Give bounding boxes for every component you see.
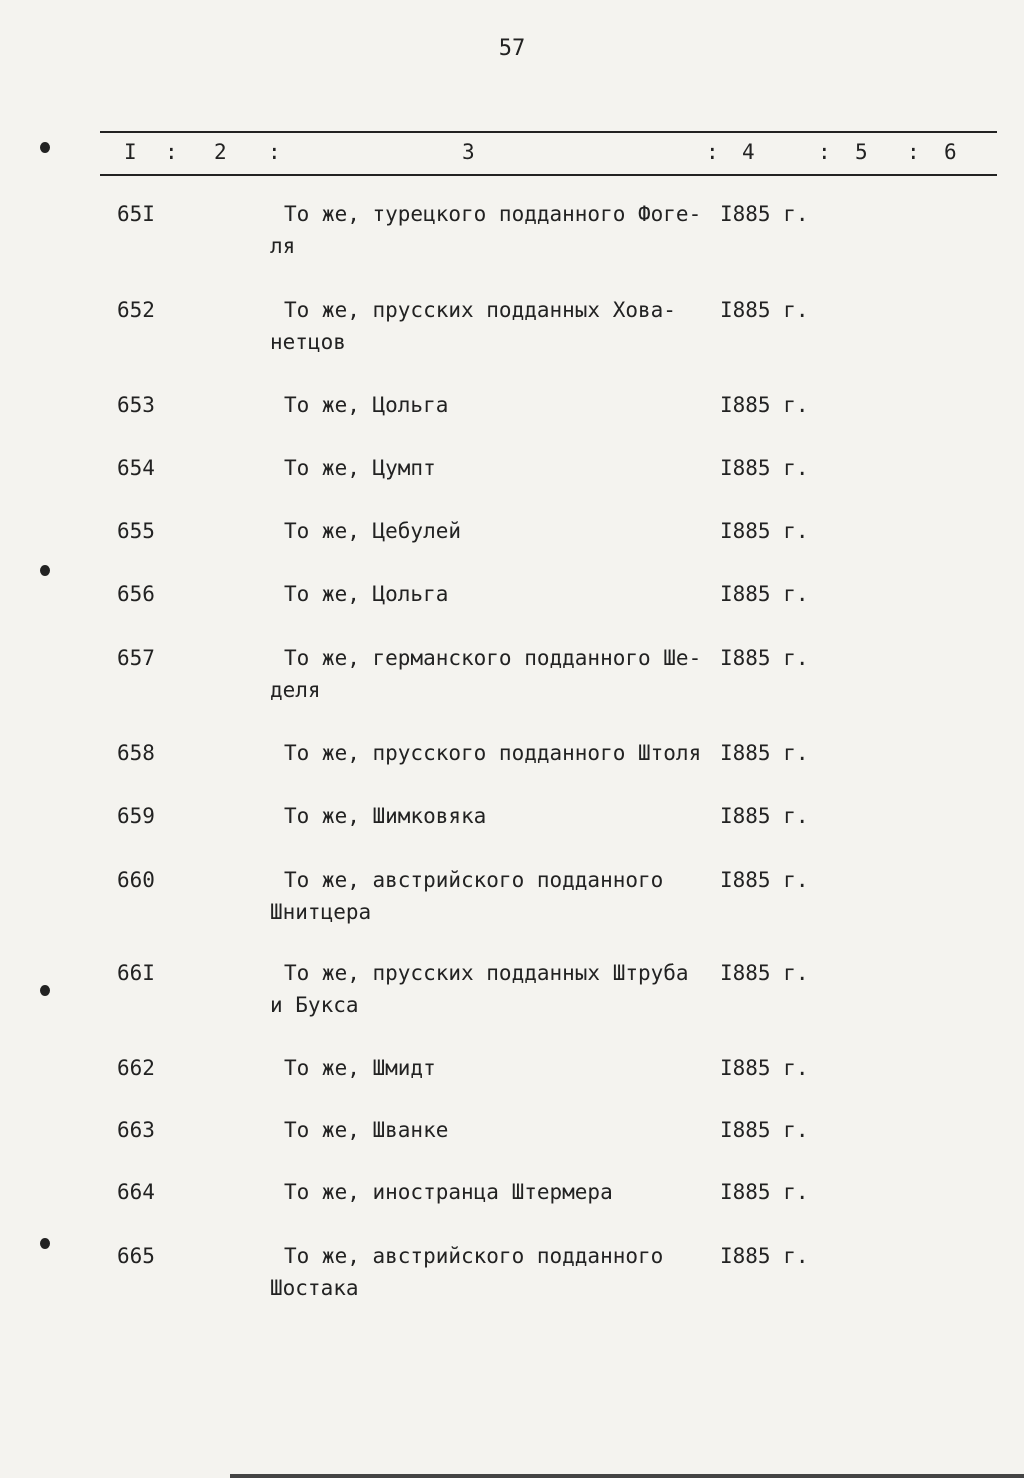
- row-date: I885 г.: [720, 646, 809, 670]
- row-description: [270, 389, 720, 421]
- table-top-rule: [100, 131, 997, 133]
- row-date: I885 г.: [720, 393, 809, 417]
- description-line: То же, турецкого подданного Фоге-: [284, 202, 702, 226]
- row-date: I885 г.: [720, 582, 809, 606]
- header-col1: I: [124, 140, 137, 164]
- description-line: То же, австрийского подданного: [284, 1244, 664, 1268]
- row-date: I885 г.: [720, 961, 809, 985]
- row-date: I885 г.: [720, 298, 809, 322]
- description-line: Шнитцера: [270, 900, 372, 924]
- row-number: 655: [117, 519, 155, 543]
- row-number: 662: [117, 1056, 155, 1080]
- description-line: нетцов: [270, 330, 346, 354]
- row-number: 663: [117, 1118, 155, 1142]
- table-header: [0, 140, 1024, 166]
- row-description: [270, 737, 720, 769]
- row-number: 660: [117, 868, 155, 892]
- row-number: 656: [117, 582, 155, 606]
- row-date: I885 г.: [720, 202, 809, 226]
- row-date: I885 г.: [720, 456, 809, 480]
- row-date: I885 г.: [720, 1180, 809, 1204]
- row-description: [270, 1176, 720, 1208]
- row-description: [270, 1114, 720, 1146]
- row-description: [270, 452, 720, 484]
- page-bottom-edge: [230, 1474, 1024, 1478]
- description-line: То же, австрийского подданного: [284, 868, 664, 892]
- row-date: I885 г.: [720, 1056, 809, 1080]
- header-sep: :: [268, 140, 281, 164]
- description-line: То же, Шванке: [284, 1118, 449, 1142]
- header-sep: :: [907, 140, 920, 164]
- description-line: То же, прусского подданного Штоля: [284, 741, 702, 765]
- header-sep: :: [165, 140, 178, 164]
- row-date: I885 г.: [720, 804, 809, 828]
- row-description: [270, 578, 720, 610]
- row-description: [270, 1240, 720, 1304]
- row-number: 654: [117, 456, 155, 480]
- header-col2: 2: [214, 140, 227, 164]
- description-line: и Букса: [270, 993, 359, 1017]
- row-number: 658: [117, 741, 155, 765]
- page-number: 57: [498, 36, 526, 61]
- row-date: I885 г.: [720, 741, 809, 765]
- binder-hole: [40, 565, 50, 576]
- header-col3: 3: [462, 140, 475, 164]
- description-line: То же, Цумпт: [284, 456, 436, 480]
- row-number: 65I: [117, 202, 155, 226]
- description-line: То же, Шмидт: [284, 1056, 436, 1080]
- row-description: [270, 864, 720, 928]
- row-description: [270, 515, 720, 547]
- row-date: I885 г.: [720, 1244, 809, 1268]
- row-number: 652: [117, 298, 155, 322]
- row-date: I885 г.: [720, 519, 809, 543]
- row-number: 653: [117, 393, 155, 417]
- row-number: 665: [117, 1244, 155, 1268]
- row-number: 659: [117, 804, 155, 828]
- row-description: [270, 198, 720, 262]
- binder-hole: [40, 142, 50, 153]
- row-number: 664: [117, 1180, 155, 1204]
- binder-hole: [40, 1238, 50, 1249]
- description-line: То же, Цольга: [284, 393, 449, 417]
- row-description: [270, 294, 720, 358]
- description-line: То же, иностранца Штермера: [284, 1180, 613, 1204]
- description-line: деля: [270, 678, 321, 702]
- row-description: [270, 800, 720, 832]
- table-header-rule: [100, 174, 997, 176]
- description-line: То же, Шимковяка: [284, 804, 487, 828]
- header-col4: 4: [742, 140, 755, 164]
- header-col5: 5: [855, 140, 868, 164]
- description-line: ля: [270, 234, 296, 258]
- description-line: То же, германского подданного Ше-: [284, 646, 702, 670]
- row-description: [270, 642, 720, 706]
- row-description: [270, 1052, 720, 1084]
- description-line: То же, прусских подданных Хова-: [284, 298, 676, 322]
- description-line: Шостака: [270, 1276, 359, 1300]
- header-sep: :: [706, 140, 719, 164]
- row-number: 66I: [117, 961, 155, 985]
- description-line: То же, Цольга: [284, 582, 449, 606]
- row-date: I885 г.: [720, 1118, 809, 1142]
- row-number: 657: [117, 646, 155, 670]
- binder-hole: [40, 985, 50, 996]
- header-col6: 6: [944, 140, 957, 164]
- description-line: То же, Цебулей: [284, 519, 462, 543]
- row-description: [270, 957, 720, 1021]
- header-sep: :: [818, 140, 831, 164]
- row-date: I885 г.: [720, 868, 809, 892]
- description-line: То же, прусских подданных Штруба: [284, 961, 689, 985]
